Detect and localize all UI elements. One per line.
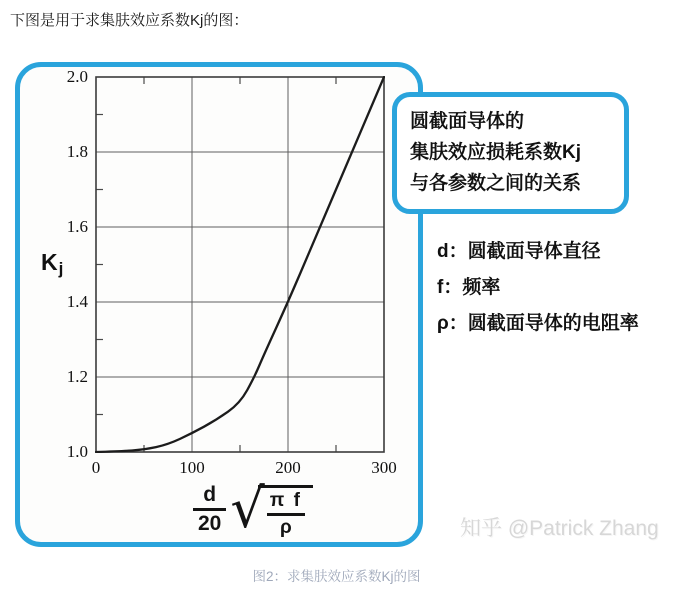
x-axis-formula (193, 477, 313, 540)
y-tick-label: 1.0 (66, 442, 88, 461)
formula-numerator: d (203, 482, 217, 506)
y-tick-label: 1.8 (66, 142, 88, 161)
callout-line: 圆截面导体的 (410, 111, 525, 132)
page-title: 下图是用于求集肤效应系数Kj的图： (10, 12, 249, 29)
radical-body (258, 485, 313, 538)
figure-caption: 图2：求集肤效应系数Kj的图 (252, 569, 421, 584)
y-tick-label: 2.0 (66, 67, 88, 86)
y-axis-label-subscript: j (58, 259, 64, 278)
y-axis-label-base: K (41, 249, 58, 275)
radical-sign-icon: √ (230, 477, 265, 540)
callout-line: 与各参数之间的关系 (410, 173, 582, 194)
inner-denominator: ρ (267, 513, 305, 538)
watermark: 知乎 @Patrick Zhang (460, 517, 659, 540)
x-tick-label: 200 (275, 458, 301, 477)
y-tick-label: 1.6 (66, 217, 88, 236)
y-axis-label (41, 249, 62, 276)
formula-inner-fraction (267, 490, 305, 538)
plot-area (95, 76, 385, 453)
y-tick-label: 1.2 (66, 367, 88, 386)
x-tick-label: 100 (179, 458, 205, 477)
inner-numerator: π f (269, 490, 302, 511)
formula-outer-fraction (193, 484, 226, 535)
legend-item-f: f：频率 (437, 277, 501, 298)
plot-border (96, 77, 384, 452)
legend-item-d: d：圆截面导体直径 (437, 241, 601, 262)
x-tick-label: 300 (371, 458, 397, 477)
legend-item-rho: ρ：圆截面导体的电阻率 (437, 313, 639, 334)
parameter-legend (437, 240, 639, 335)
callout-bubble (392, 92, 629, 214)
kj-curve (96, 77, 384, 452)
formula-denominator: 20 (193, 508, 226, 535)
x-tick-label: 0 (91, 458, 101, 477)
formula-radical (230, 477, 313, 540)
callout-line: 集肤效应损耗系数Kj (410, 142, 582, 163)
y-tick-label: 1.4 (66, 292, 88, 311)
